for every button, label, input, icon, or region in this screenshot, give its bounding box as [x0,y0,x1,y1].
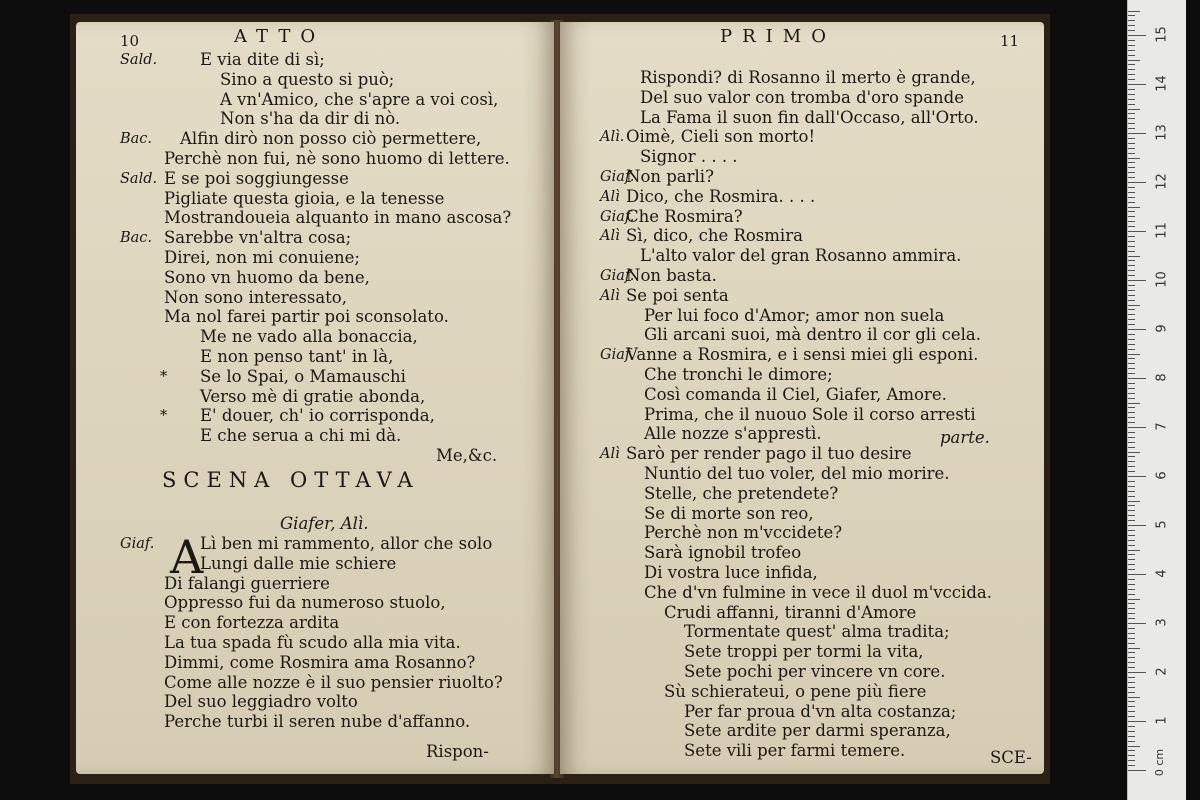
ruler-tick [1128,481,1135,482]
page-number-left: 10 [120,32,140,50]
text-line: Perchè non m'vccidete? [644,523,843,543]
ruler-tick [1128,295,1135,296]
ruler-tick [1128,417,1135,418]
ruler-tick [1128,741,1135,742]
text-line: Dico, che Rosmira. . . . [626,186,816,206]
text-line: Che d'vn fulmine in vece il duol m'vccida. [644,582,992,602]
text-line: Sarà ignobil trofeo [644,543,802,563]
ruler-tick [1128,334,1135,335]
text-line: Perchè non fui, nè sono huomo di lettere. [164,149,510,168]
ruler-tick [1128,648,1140,649]
running-head-left: ATTO [234,26,326,47]
ruler-tick [1128,84,1146,85]
ruler-tick [1128,731,1135,732]
ruler-tick [1128,246,1135,247]
text-line: Perche turbi il seren nube d'affanno. [164,712,471,732]
ruler-tick [1128,162,1135,163]
text-line: E' douer, ch' io corrisponda, [200,406,435,426]
ruler-tick [1128,79,1135,80]
ruler-number: 10 [1154,271,1170,288]
ruler-number: 12 [1154,173,1170,190]
ruler-tick [1128,530,1135,531]
ruler-tick [1128,755,1135,756]
ruler-tick [1128,358,1135,359]
ruler-tick [1128,133,1146,134]
ruler-tick [1128,706,1135,707]
ruler-tick [1128,314,1135,315]
ruler-tick [1128,260,1135,261]
ruler-tick [1128,510,1135,511]
ruler-tick [1128,69,1135,70]
ruler-tick [1128,177,1135,178]
ruler-tick [1128,275,1135,276]
ruler-tick [1128,584,1135,585]
ruler-tick [1128,305,1140,306]
ruler-tick [1128,677,1135,678]
ruler-tick [1128,456,1135,457]
ruler-tick [1128,643,1135,644]
ruler-tick [1128,662,1135,663]
ruler-tick [1128,329,1146,330]
ruler-number: 14 [1154,75,1170,92]
asterisk-marker: * [160,368,168,385]
ruler-tick [1128,15,1135,16]
ruler-tick [1128,398,1135,399]
scene-title: SCENA OTTAVA [162,468,420,492]
ruler-tick [1128,30,1135,31]
ruler-tick [1128,466,1135,467]
text-line: Gli arcani suoi, mà dentro il cor gli cela. [644,325,981,345]
text-line: Di vostra luce infida, [644,563,818,582]
text-line: Per lui foco d'Amor; amor non suela [644,305,945,325]
ruler-tick [1128,99,1135,100]
ruler-number: 8 [1154,373,1170,382]
right-page [560,22,1044,774]
ruler-unit-label: 0 cm [1153,748,1167,777]
text-line: Sarebbe vn'altra cosa; [164,228,352,248]
text-line: Nuntio del tuo voler, del mio morire. [644,464,950,483]
ruler-tick [1128,55,1135,56]
text-line: E via dite di sì; [200,50,325,69]
speaker-label: Alì [600,188,620,205]
ruler-tick [1128,574,1146,575]
text-line: Tormentate quest' alma tradita; [684,622,950,642]
speaker-label: Alì [600,446,620,463]
ruler-tick [1128,216,1135,217]
speaker-label: Sald. [120,170,158,187]
ruler-tick [1128,716,1135,717]
page-number-right: 11 [1000,32,1020,50]
ruler-tick [1128,104,1135,105]
text-line: Dimmi, come Rosmira ama Rosanno? [164,652,476,672]
ruler-tick [1128,672,1146,673]
text-line: Lungi dalle mie schiere [200,553,397,573]
ruler-tick [1128,491,1135,492]
ruler-number: 6 [1154,471,1170,480]
ruler-tick [1128,515,1135,516]
ruler-tick [1128,550,1140,551]
text-line: Per far proua d'vn alta costanza; [684,701,957,721]
text-line: La tua spada fù scudo alla mia vita. [164,633,461,652]
text-line: Alfin dirò non posso ciò permettere, [180,129,482,149]
ruler-tick [1128,64,1135,65]
ruler-tick [1128,128,1135,129]
ruler-tick [1128,692,1135,693]
ruler-tick [1128,447,1135,448]
ruler-tick [1128,388,1135,389]
ruler-tick [1128,285,1135,286]
ruler-number: 13 [1154,124,1170,141]
ruler-number: 7 [1154,422,1170,431]
ruler-number: 3 [1154,618,1170,627]
ruler-tick [1128,256,1140,257]
text-line: E con fortezza ardita [164,613,340,633]
speaker-label: Alì. [600,129,625,146]
ruler-tick [1128,251,1135,252]
ruler-tick [1128,324,1135,325]
speaker-label: Giaf. [120,536,155,552]
catchword-left: Rispon- [426,742,489,761]
ruler-tick [1128,540,1135,541]
text-line: Come alle nozze è il suo pensier riuolto? [164,672,503,692]
text-line: Non parli? [626,167,714,186]
ruler-tick [1128,94,1135,95]
speaker-label: Giaf. [600,208,635,225]
text-line: E non penso tant' in là, [200,347,394,366]
text-line: Non s'ha da dir di nò. [220,109,401,129]
ruler-tick [1128,599,1140,600]
text-line: Vanne a Rosmira, e i sensi miei gli esponi. [626,345,979,365]
text-line: La Fama il suon fin dall'Occaso, all'Orto. [640,107,979,127]
text-line: Sete troppi per tormi la vita, [684,642,924,662]
ruler-tick [1128,211,1135,212]
ruler-tick [1128,564,1135,565]
ruler-number: 1 [1154,716,1170,725]
ruler-tick [1128,535,1135,536]
text-line: Se poi senta [626,285,729,305]
ruler-tick [1128,471,1135,472]
text-line: Del suo valor con tromba d'oro spande [640,87,964,107]
ruler-tick [1128,554,1135,555]
ruler-tick [1128,50,1135,51]
ruler-tick [1128,378,1146,379]
ruler-tick [1128,486,1135,487]
text-line: Sete vili per farmi temere. [684,741,906,761]
ruler-tick [1128,652,1135,653]
ruler-tick [1128,60,1140,61]
ruler-tick [1128,363,1135,364]
ruler-tick [1128,437,1135,438]
ruler-tick [1128,187,1135,188]
ruler-tick [1128,221,1135,222]
ruler-tick [1128,300,1135,301]
speaker-label: Bac. [120,230,153,247]
ruler-tick [1128,403,1140,404]
ruler-tick [1128,638,1135,639]
ruler-tick [1128,339,1135,340]
text-line: Sarò per render pago il tuo desire [626,444,912,464]
ruler-tick [1128,35,1146,36]
speaker-label: Giaf. [600,347,635,364]
ruler-tick [1128,608,1135,609]
ruler-tick [1128,682,1135,683]
ruler-tick [1128,750,1135,751]
open-book [70,14,1050,784]
text-line: Che Rosmira? [626,206,743,226]
ruler-tick [1128,241,1135,242]
ruler-tick [1128,736,1135,737]
ruler-tick [1128,383,1135,384]
ruler-tick [1128,476,1146,477]
text-line: Non basta. [626,266,717,285]
text-line: Non sono interessato, [164,287,347,307]
ruler-number: 4 [1154,569,1170,578]
ruler-number: 5 [1154,520,1170,529]
ruler-tick [1128,589,1135,590]
ruler-tick [1128,20,1135,21]
text-line: Stelle, che pretendete? [644,483,839,503]
ruler-tick [1128,628,1135,629]
speaker-label: Alì [600,228,620,245]
ruler-tick [1128,760,1135,761]
text-line: Sù schierateui, o pene più fiere [664,681,927,701]
ruler-number: 15 [1154,26,1170,43]
scene-characters: Giafer, Alì. [280,514,369,533]
ruler-tick [1128,113,1135,114]
ruler-tick [1128,427,1146,428]
ruler-number: 2 [1154,667,1170,676]
ruler-tick [1128,89,1135,90]
speaker-label: Sald. [120,52,158,68]
text-line: Così comanda il Ciel, Giafer, Amore. [644,384,947,404]
text-line: Sino a questo si può; [220,69,395,89]
speaker-label: Giaf. [600,268,635,284]
ruler-tick [1128,373,1135,374]
ruler-tick [1128,368,1135,369]
ruler-tick [1128,197,1135,198]
running-head-right: PRIMO [720,26,836,47]
ruler-tick [1128,442,1135,443]
ruler-tick [1128,701,1135,702]
left-page [76,22,554,774]
ruler-tick [1128,153,1135,154]
text-line: Verso mè di gratie abonda, [200,386,426,406]
ruler-tick [1128,623,1146,624]
text-line: Signor . . . . [640,147,738,167]
text-line: Mostrandoueia alquanto in mano ascosa? [164,208,512,228]
ruler-tick [1128,236,1135,237]
ruler-tick [1128,579,1135,580]
ruler-tick [1128,280,1146,281]
text-line: Prima, che il nuouo Sole il corso arresti [644,404,976,424]
text-line: E che serua a chi mi dà. [200,426,402,446]
ruler-tick [1128,172,1135,173]
speaker-label: Alì [600,287,620,304]
text-line: Crudi affanni, tiranni d'Amore [664,602,917,622]
text-line: Lì ben mi rammento, allor che solo [200,534,493,553]
text-line: Di falangi guerriere [164,573,330,593]
text-line: Me ne vado alla bonaccia, [200,327,418,347]
ruler-tick [1128,290,1135,291]
ruler-tick [1128,501,1140,502]
text-line: Oimè, Cieli son morto! [626,127,816,147]
text-line: Ma nol farei partir poi sconsolato. [164,307,449,327]
ruler-tick [1128,354,1140,355]
text-line: Pigliate questa gioia, e la tenesse [164,188,445,208]
ruler-tick [1128,613,1135,614]
ruler-tick [1128,520,1135,521]
ruler-tick [1128,569,1135,570]
speaker-label: Giaf. [600,169,635,185]
ruler-tick [1128,182,1146,183]
ruler-tick [1128,603,1135,604]
text-line: Direi, non mi conuiene; [164,248,360,267]
ruler-tick [1128,148,1135,149]
ruler-tick [1128,765,1135,766]
ruler-number: 11 [1154,222,1170,239]
text-line: Oppresso fui da numeroso stuolo, [164,593,446,613]
ruler-tick [1128,711,1135,712]
ruler-tick [1128,594,1135,595]
ruler-tick [1128,496,1135,497]
mecc-marker: Me,&c. [436,446,498,465]
text-line: E se poi soggiungesse [164,168,349,188]
ruler-tick [1128,525,1146,526]
ruler-tick [1128,412,1135,413]
speaker-label: Bac. [120,131,153,148]
ruler-tick [1128,452,1140,453]
ruler-number: 9 [1154,324,1170,333]
ruler-tick [1128,25,1135,26]
ruler-tick [1128,349,1135,350]
ruler-tick [1128,231,1146,232]
ruler-tick [1128,74,1135,75]
parte-marker: parte. [940,428,990,447]
ruler-tick [1128,40,1135,41]
ruler-tick [1128,746,1140,747]
ruler-tick [1128,270,1135,271]
ruler-tick [1128,265,1135,266]
ruler-tick [1128,143,1135,144]
ruler-tick [1128,657,1135,658]
text-line: Se lo Spai, o Mamauschi [200,366,406,386]
text-line: Se di morte son reo, [644,503,814,523]
text-line: L'alto valor del gran Rosanno ammira. [640,246,962,266]
ruler-tick [1128,407,1135,408]
ruler-tick [1128,123,1135,124]
ruler-tick [1128,226,1135,227]
ruler-tick [1128,559,1135,560]
text-line: Sete pochi per vincere vn core. [684,662,946,681]
ruler-tick [1128,45,1135,46]
ruler-tick [1128,687,1135,688]
ruler-tick [1128,192,1135,193]
ruler-tick [1128,11,1140,12]
ruler-tick [1128,207,1140,208]
ruler-tick [1128,309,1135,310]
ruler-tick [1128,505,1135,506]
ruler-tick [1128,202,1135,203]
ruler-tick [1128,667,1135,668]
text-line: Che tronchi le dimore; [644,365,833,384]
ruler-tick [1128,319,1135,320]
asterisk-marker: * [160,408,168,425]
ruler-tick [1128,109,1140,110]
text-line: Del suo leggiadro volto [164,692,358,712]
ruler-tick [1128,618,1135,619]
text-line: Sete ardite per darmi speranza, [684,721,951,741]
text-line: Alle nozze s'apprestì. [644,424,822,444]
ruler-tick [1128,158,1140,159]
catchword-right: SCE- [990,748,1032,767]
ruler-tick [1128,461,1135,462]
ruler-tick [1128,432,1135,433]
drop-cap: A [170,530,204,584]
ruler-tick [1128,545,1135,546]
ruler-tick [1128,697,1140,698]
text-line: Sono vn huomo da bene, [164,267,370,287]
ruler-tick [1128,721,1146,722]
text-line: Sì, dico, che Rosmira [626,226,803,246]
ruler-tick [1128,726,1135,727]
ruler-tick [1128,770,1146,771]
ruler-tick [1128,167,1135,168]
text-line: A vn'Amico, che s'apre a voi così, [220,89,499,109]
text-line: Rispondi? di Rosanno il merto è grande, [640,68,976,87]
ruler-tick [1128,118,1135,119]
ruler-tick [1128,633,1135,634]
ruler-tick [1128,393,1135,394]
measurement-ruler [1127,0,1186,800]
ruler-tick [1128,138,1135,139]
ruler-tick [1128,422,1135,423]
ruler-tick [1128,344,1135,345]
